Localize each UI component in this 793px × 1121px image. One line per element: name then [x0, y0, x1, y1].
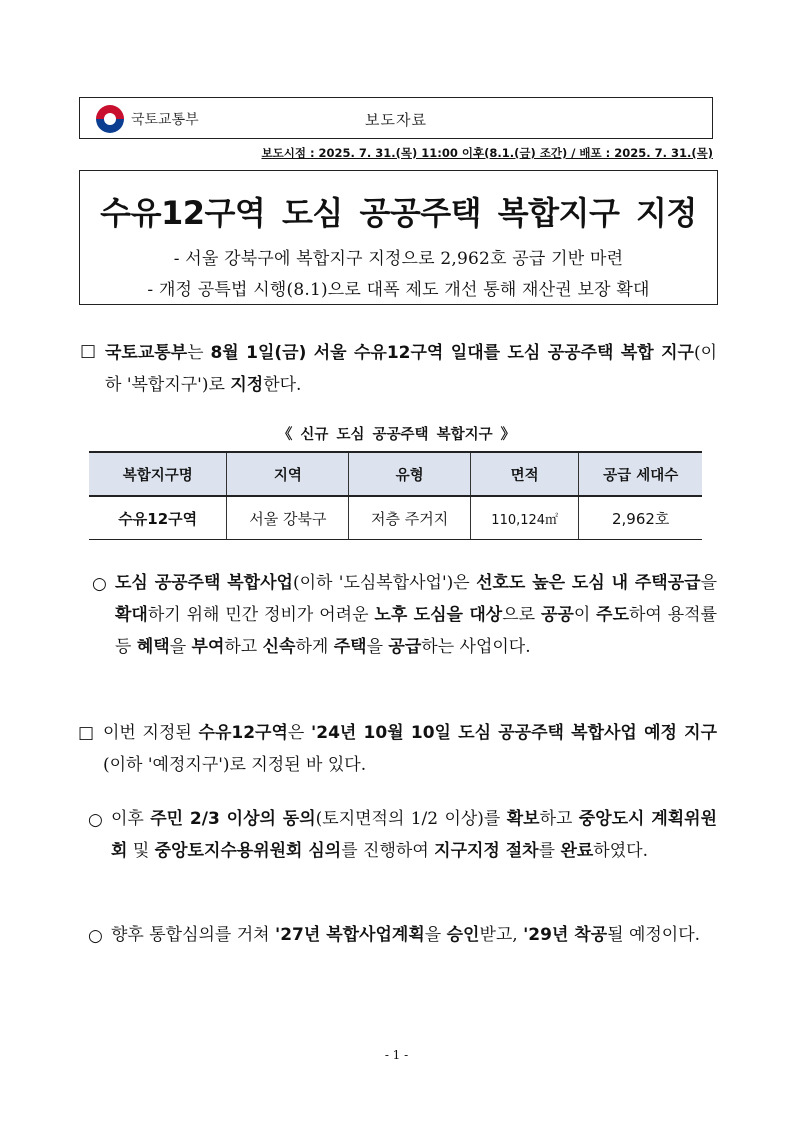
release-label: 보도자료 — [365, 111, 427, 129]
b3-t4: 승인 — [446, 925, 480, 945]
para1-t6: 한다. — [263, 375, 302, 395]
para1-t3: 8월 1일(금) 서울 수유12구역 일대를 도심 공공주택 복합 지구 — [210, 343, 694, 363]
para1 — [105, 337, 717, 401]
b2-t7: 및 — [127, 841, 155, 861]
para1-t4: (이하 '복합지구')로 — [105, 343, 717, 395]
b1-t5: 확대 — [115, 605, 148, 625]
b3-t2: '27년 복합사업계획 — [275, 925, 425, 945]
page-number: - 1 - — [384, 1048, 409, 1062]
release-info-text: 보도시점 : 2025. 7. 31.(목) 11:00 이후(8.1.(금) 조간) / 배포 : 2025. 7. 31.(목) — [261, 146, 713, 160]
release-info — [262, 145, 714, 161]
logo-text: 국토교통부 — [131, 112, 199, 128]
b1-t1: 도심 공공주택 복합사업 — [115, 573, 293, 593]
b2-t8: 중앙토지수용위원회 심의 — [154, 841, 342, 861]
b1-t11: 주도 — [596, 605, 629, 625]
th-zone-name: 복합지구명 — [89, 452, 227, 496]
b1-t7: 노후 도심을 대상 — [374, 605, 503, 625]
bullet3 — [111, 919, 717, 951]
b1-t16: 하고 — [224, 637, 263, 657]
th-region: 지역 — [227, 452, 349, 496]
b1-t21: 공급 — [388, 637, 422, 657]
b2-t12: 완료 — [560, 841, 594, 861]
b1-t22: 하는 사업이다. — [421, 637, 531, 657]
header-box — [79, 97, 713, 139]
b1-t8: 으로 — [502, 605, 541, 625]
b1-t12: 하여 용적률 등 — [115, 605, 718, 657]
b1-t3: 선호도 높은 도심 내 주택공급 — [476, 573, 701, 593]
b2-t10: 지구지정 절차 — [434, 841, 539, 861]
th-type: 유형 — [349, 452, 471, 496]
b1-t6: 하기 위해 민간 정비가 어려운 — [147, 605, 375, 625]
b1-t14: 을 — [169, 637, 192, 657]
b2-t11: 를 — [538, 841, 561, 861]
b2-t6: 중앙도시 계획위원회 — [111, 809, 718, 861]
b3-t1: 향후 통합심의를 거쳐 — [111, 925, 276, 945]
th-area: 면적 — [470, 452, 578, 496]
b1-t20: 을 — [366, 637, 389, 657]
td-area: 110,124㎡ — [470, 496, 578, 540]
bullet2 — [111, 803, 717, 867]
b1-t4: 을 — [700, 573, 718, 593]
p2-t5: (이하 '예정지구')로 지정된 바 있다. — [103, 755, 367, 775]
b2-t3: (토지면적의 1/2 이상)를 — [315, 809, 507, 829]
p2-t2: 수유12구역 — [198, 723, 288, 743]
td-households: 2,962호 — [579, 496, 702, 540]
title-box — [79, 170, 718, 305]
bullet2-mark: ○ — [88, 810, 103, 830]
p2-t4: '24년 10월 10일 도심 공공주택 복합사업 예정 지구 — [311, 723, 718, 743]
b2-t4: 확보 — [506, 809, 540, 829]
td-type: 저층 주거지 — [349, 496, 471, 540]
b1-t18: 하게 — [295, 637, 334, 657]
b1-t10: 이 — [573, 605, 597, 625]
table-caption: 《 신규 도심 공공주택 복합지구 》 — [277, 427, 516, 443]
b1-t9: 공공 — [540, 605, 574, 625]
bullet3-mark: ○ — [88, 926, 103, 946]
zone-table — [89, 451, 702, 540]
b1-t19: 주택 — [333, 637, 367, 657]
b3-t6: '29년 착공 — [523, 925, 608, 945]
para2-box-mark: □ — [78, 723, 95, 743]
para1-t1: 국토교통부 — [105, 343, 188, 363]
table-header-row — [89, 452, 702, 496]
b2-t5: 하고 — [539, 809, 579, 829]
p2-t3: 은 — [287, 723, 312, 743]
table-row — [89, 496, 702, 540]
subtitle-1: - 서울 강북구에 복합지구 지정으로 2,962호 공급 기반 마련 — [173, 249, 624, 269]
b2-t2: 주민 2/3 이상의 동의 — [150, 809, 316, 829]
td-zone-name: 수유12구역 — [89, 496, 227, 540]
b1-t13: 혜택 — [136, 637, 170, 657]
b2-t13: 하였다. — [593, 841, 648, 861]
th-households: 공급 세대수 — [579, 452, 702, 496]
subtitle-2: - 개정 공특법 시행(8.1)으로 대폭 제도 개선 통해 재산권 보장 확대 — [147, 280, 650, 300]
para2 — [103, 717, 717, 781]
para1-box-mark: □ — [80, 341, 97, 361]
bullet1-mark: ○ — [92, 574, 107, 594]
b1-t17: 신속 — [262, 637, 296, 657]
b3-t7: 될 예정이다. — [607, 925, 701, 945]
td-region: 서울 강북구 — [227, 496, 349, 540]
b3-t3: 을 — [424, 925, 447, 945]
b3-t5: 받고, — [479, 925, 524, 945]
page-title: 수유12구역 도심 공공주택 복합지구 지정 — [100, 194, 697, 232]
para1-t5: 지정 — [230, 375, 264, 395]
b1-t2: (이하 '도심복합사업')은 — [292, 573, 477, 593]
bullet1 — [115, 567, 717, 663]
p2-t1: 이번 지정된 — [103, 723, 199, 743]
b2-t9: 를 진행하여 — [341, 841, 435, 861]
b2-t1: 이후 — [111, 809, 151, 829]
b1-t15: 부여 — [191, 637, 225, 657]
para1-t2: 는 — [187, 343, 211, 363]
